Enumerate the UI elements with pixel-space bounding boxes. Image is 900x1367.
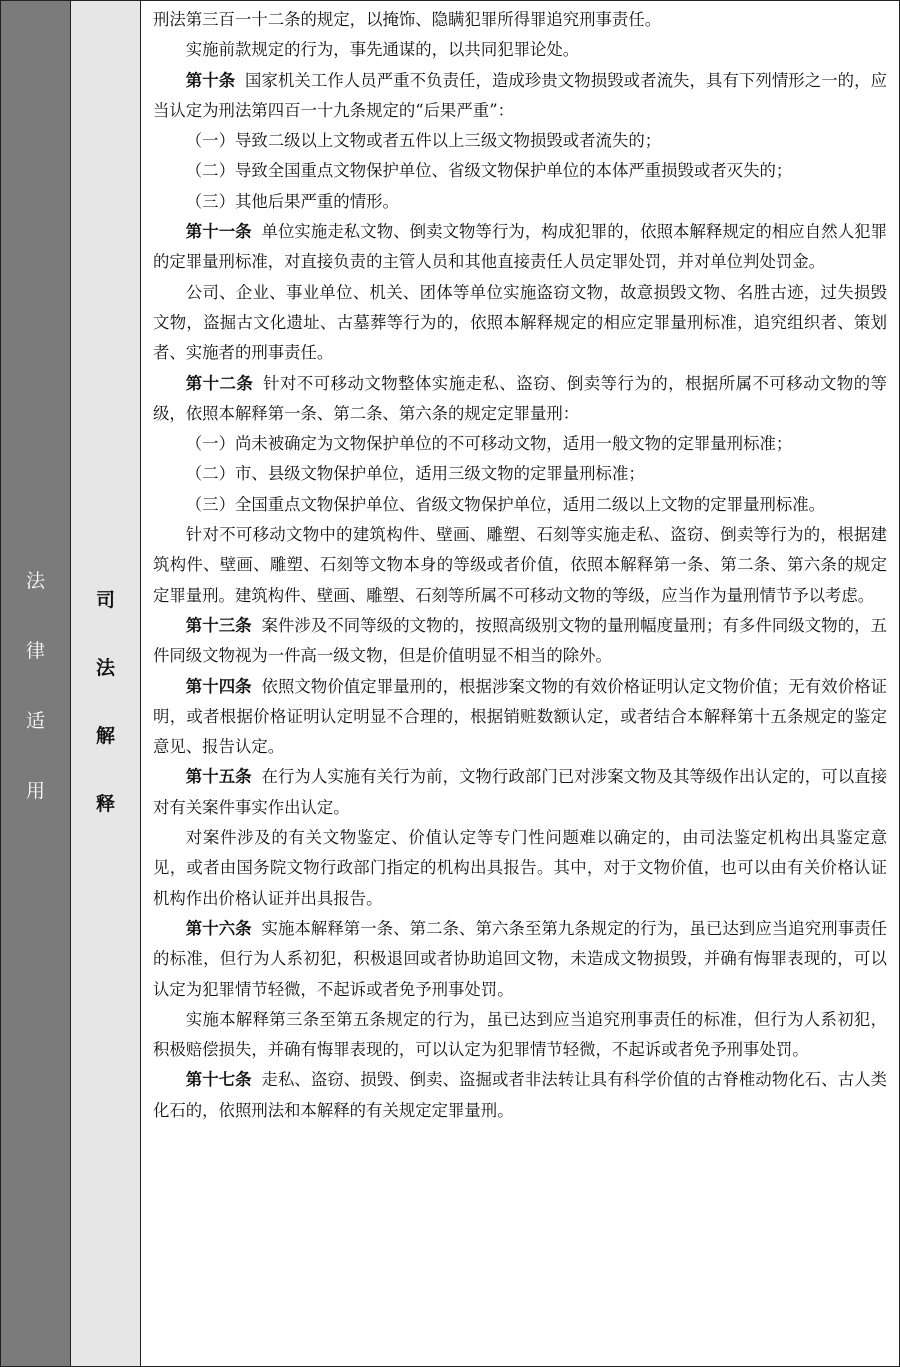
category-label: [1, 546, 70, 826]
paragraph: [153, 914, 887, 1005]
paragraph: [153, 672, 887, 763]
subcategory-char: 司: [95, 589, 115, 611]
subcategory-label: [71, 566, 140, 838]
paragraph-text: 针对不可移动文物整体实施走私、盗窃、倒卖等行为的，根据所属不可移动文物的等级，依照本解释第一条、第二条、第六条的规定定罪量刑：: [153, 373, 887, 423]
article-number: 第十三条: [185, 615, 252, 635]
paragraph: [153, 611, 887, 672]
paragraph-text: （二）导致全国重点文物保护单位、省级文物保护单位的本体严重损毁或者灭失的；: [185, 161, 793, 181]
subcategory-char: 解: [95, 725, 115, 747]
paragraph: [153, 490, 887, 520]
paragraph: [153, 459, 887, 489]
paragraph: [153, 35, 887, 65]
paragraph-text: （三）全国重点文物保护单位、省级文物保护单位，适用二级以上文物的定罪量刑标准。: [185, 494, 826, 514]
document-body: [141, 1, 899, 1366]
article-number: 第十条: [185, 70, 236, 90]
paragraph-text: 依照文物价值定罪量刑的，根据涉案文物的有效价格证明认定文物价值；无有效价格证明，或者根据价格证明认定明显不合理的，根据销赃数额认定，或者结合本解释第十五条规定的鉴定意见、报告认定。: [153, 676, 888, 757]
paragraph-text: （三）其他后果严重的情形。: [185, 191, 399, 211]
paragraph: [153, 762, 887, 823]
paragraph-text: 实施本解释第一条、第二条、第六条至第九条规定的行为，虽已达到应当追究刑事责任的标准，但行为人系初犯，积极退回或者协助追回文物，未造成文物损毁，并确有悔罪表现的，可以认定为犯罪情节轻微，不起诉或者免予刑事处罚。: [153, 918, 888, 999]
category-char: 律: [25, 640, 45, 662]
paragraph-text: 对案件涉及的有关文物鉴定、价值认定等专门性问题难以确定的，由司法鉴定机构出具鉴定意见，或者由国务院文物行政部门指定的机构出具报告。其中，对于文物价值，也可以由有关价格认证机构作出价格认证并出具报告。: [153, 828, 887, 908]
paragraph: [153, 520, 887, 611]
paragraph-text: 案件涉及不同等级的文物的，按照高级别文物的量刑幅度量刑；有多件同级文物的，五件同级文物视为一件高一级文物，但是价值明显不相当的除外。: [153, 615, 888, 666]
paragraph-text: 实施本解释第三条至第五条规定的行为，虽已达到应当追究刑事责任的标准，但行为人系初犯，积极赔偿损失，并确有悔罪表现的，可以认定为犯罪情节轻微，不起诉或者免予刑事处罚。: [153, 1009, 887, 1060]
article-number: 第十七条: [185, 1070, 252, 1090]
paragraph-text: 实施前款规定的行为，事先通谋的，以共同犯罪论处。: [185, 40, 580, 60]
paragraph-text: 公司、企业、事业单位、机关、团体等单位实施盗窃文物，故意损毁文物、名胜古迹，过失损毁文物，盗掘古文化遗址、古墓葬等行为的，依照本解释规定的相应定罪量刑标准，追究组织者、策划者、实施者的刑事责任。: [153, 282, 887, 363]
paragraph-text: 国家机关工作人员严重不负责任，造成珍贵文物损毁或者流失，具有下列情形之一的，应当认定为刑法第四百一十九条规定的“后果严重”：: [153, 70, 887, 120]
category-char: 适: [25, 710, 45, 732]
paragraph: [153, 5, 887, 35]
paragraph: [153, 217, 887, 278]
paragraph: [153, 126, 887, 156]
subcategory-char: 法: [95, 657, 115, 679]
paragraph-text: （一）尚未被确定为文物保护单位的不可移动文物，适用一般文物的定罪量刑标准；: [185, 434, 793, 454]
subcategory-column: [71, 1, 141, 1366]
article-number: 第十一条: [185, 222, 252, 242]
paragraph: [153, 278, 887, 369]
paragraph: [153, 823, 887, 914]
paragraph: [153, 156, 887, 186]
paragraph: [153, 187, 887, 217]
paragraph-text: （一）导致二级以上文物或者五件以上三级文物损毁或者流失的；: [185, 131, 662, 151]
category-char: 用: [25, 780, 45, 802]
paragraph: [153, 429, 887, 459]
article-number: 第十六条: [185, 918, 252, 938]
paragraph-text: 走私、盗窃、损毁、倒卖、盗掘或者非法转让具有科学价值的古脊椎动物化石、古人类化石的，依照刑法和本解释的有关规定定罪量刑。: [153, 1070, 888, 1120]
paragraph-text: （二）市、县级文物保护单位，适用三级文物的定罪量刑标准；: [185, 464, 645, 484]
paragraph: [153, 369, 887, 430]
subcategory-char: 释: [95, 793, 115, 815]
paragraph: [153, 1005, 887, 1066]
paragraph: [153, 66, 887, 127]
paragraph-text: 单位实施走私文物、倒卖文物等行为，构成犯罪的，依照本解释规定的相应自然人犯罪的定罪量刑标准，对直接负责的主管人员和其他直接责任人员定罪处罚，并对单位判处罚金。: [153, 222, 888, 272]
category-column: [1, 1, 71, 1366]
category-char: 法: [25, 570, 45, 592]
article-number: 第十二条: [185, 373, 254, 393]
paragraph-text: 在行为人实施有关行为前，文物行政部门已对涉案文物及其等级作出认定的，可以直接对有关案件事实作出认定。: [153, 767, 888, 817]
paragraph-text: 针对不可移动文物中的建筑构件、壁画、雕塑、石刻等实施走私、盗窃、倒卖等行为的，根据建筑构件、壁画、雕塑、石刻等文物本身的等级或者价值，依照本解释第一条、第二条、第六条的规定定罪量刑。建筑构件、壁画、雕塑、石刻等所属不可移动文物的等级，应当作为量刑情节予以考虑。: [153, 525, 887, 605]
article-number: 第十四条: [185, 676, 252, 696]
paragraph-text: 刑法第三百一十二条的规定，以掩饰、隐瞒犯罪所得罪追究刑事责任。: [153, 10, 662, 29]
paragraph: [153, 1065, 887, 1126]
article-number: 第十五条: [185, 767, 252, 787]
